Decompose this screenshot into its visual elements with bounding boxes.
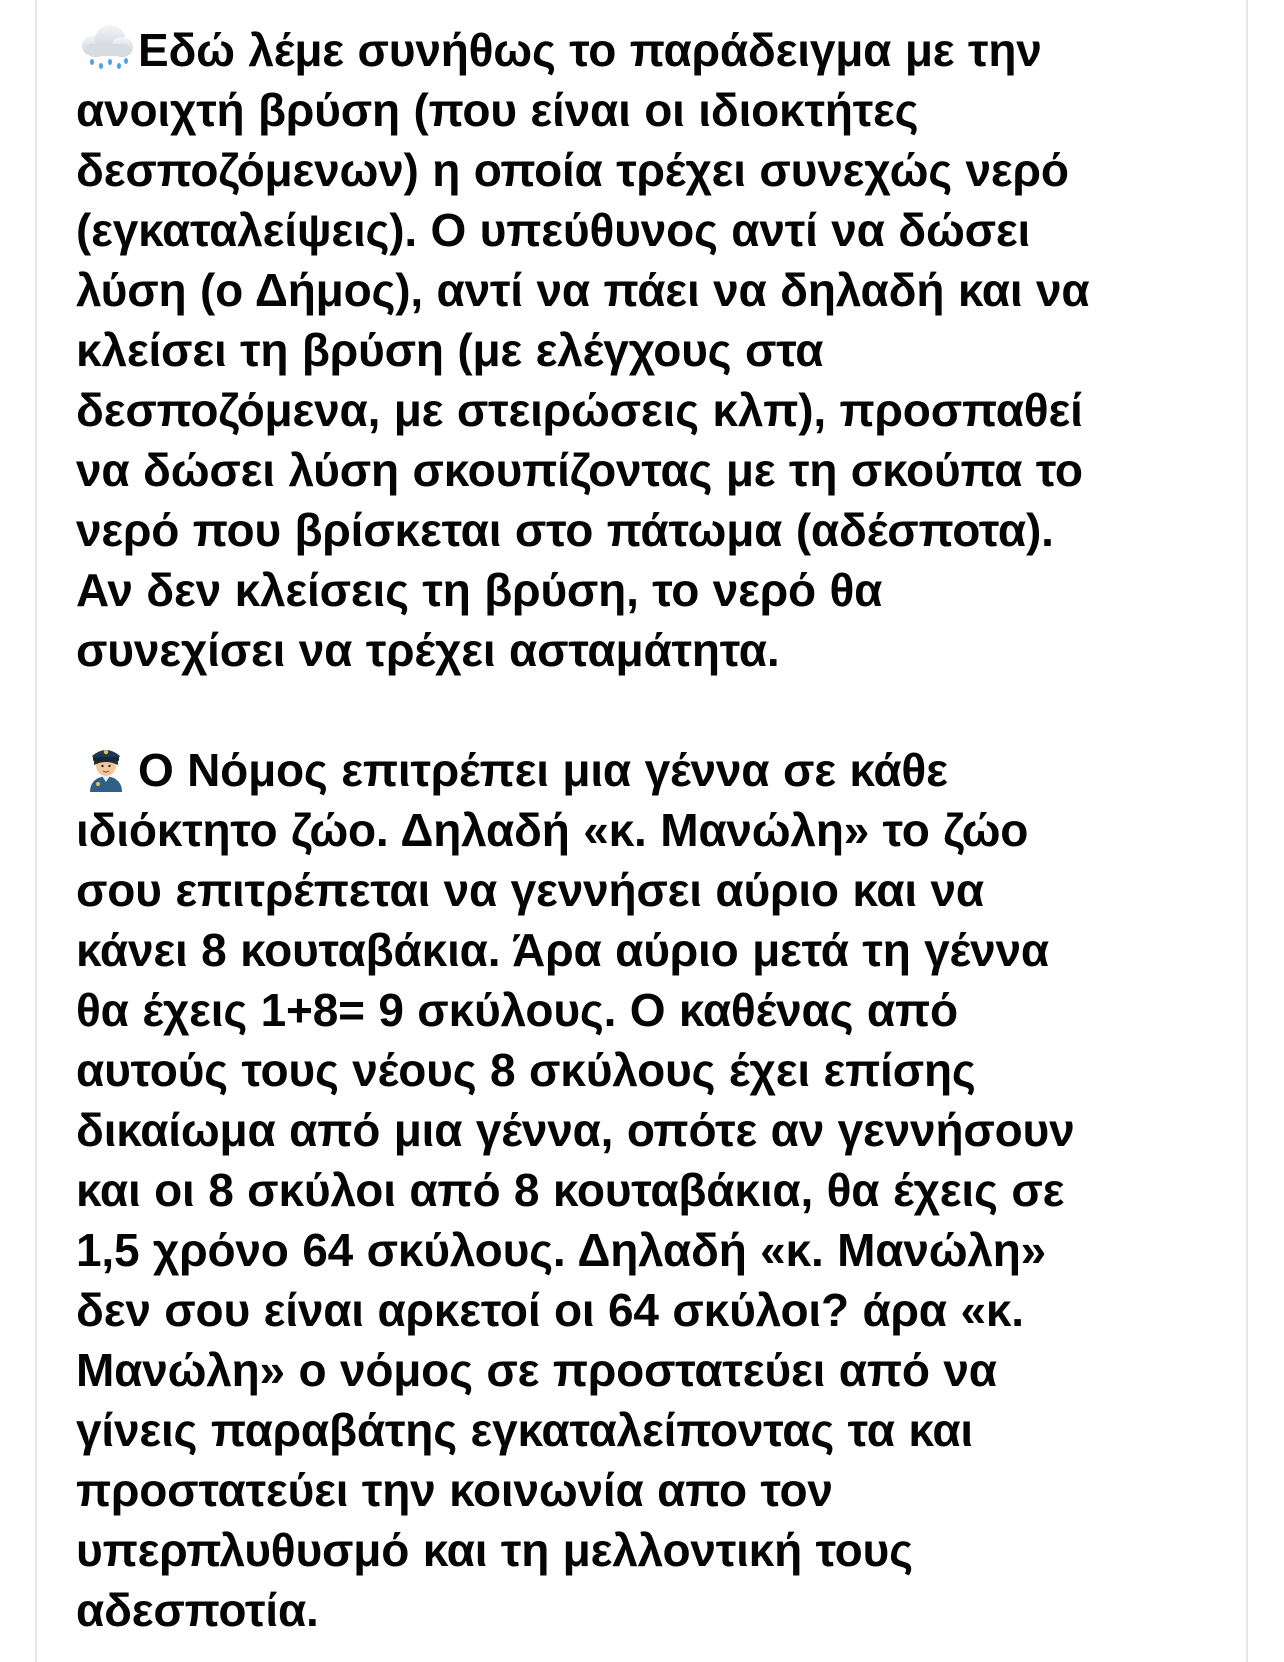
police-officer-icon — [76, 742, 136, 792]
rain-cloud-icon — [76, 22, 136, 72]
paragraph-law-breeding — [76, 740, 1226, 1640]
post-card — [35, 0, 1248, 1662]
paragraph-water-tap-example — [76, 20, 1226, 680]
paragraph-1-text: Εδώ λέμε συνήθως το παράδειγμα με την ανοιχτή βρύση (που είναι οι ιδιοκτήτες δεσποζόμενων) η οποία τρέχει συνεχώς νερό (εγκαταλείψεις). Ο υπεύθυνος αντί να δώσει λύση (ο Δήμος), αντί να πάει να δηλαδή και να κλείσει τη βρύση (με ελέγχους στα δεσποζόμενα, με στειρώσεις κλπ), προσπαθεί να δώσει λύση σκουπίζοντας με τη σκούπα το νερό που βρίσκεται στο πάτωμα (αδέσποτα). Αν δεν κλείσεις τη βρύση, το νερό θα συνεχίσει να τρέχει ασταμάτητα. — [76, 24, 1090, 676]
paragraph-2-text: Ο Νόμος επιτρέπει μια γέννα σε κάθε ιδιόκτητο ζώο. Δηλαδή «κ. Μανώλη» το ζώο σου επιτρέπεται να γεννήσει αύριο και να κάνει 8 κουταβάκια. Άρα αύριο μετά τη γέννα θα έχεις 1+8= 9 σκύλους. Ο καθένας από αυτούς τους νέους 8 σκύλους έχει επίσης δικαίωμα από μια γέννα, οπότε αν γεννήσουν και οι 8 σκύλοι από 8 κουταβάκια, θα έχεις σε 1,5 χρόνο 64 σκύλους. Δηλαδή «κ. Μανώλη» δεν σου είναι αρκετοί οι 64 σκύλοι? άρα «κ. Μανώλη» ο νόμος σε προστατεύει από να γίνεις παραβάτης εγκαταλείποντας τα και προστατεύει την κοινωνία απο τον υπερπλυθυσμό και τη μελλοντική τους αδεσποτία. — [76, 744, 1075, 1636]
post-text-body — [76, 20, 1226, 1640]
